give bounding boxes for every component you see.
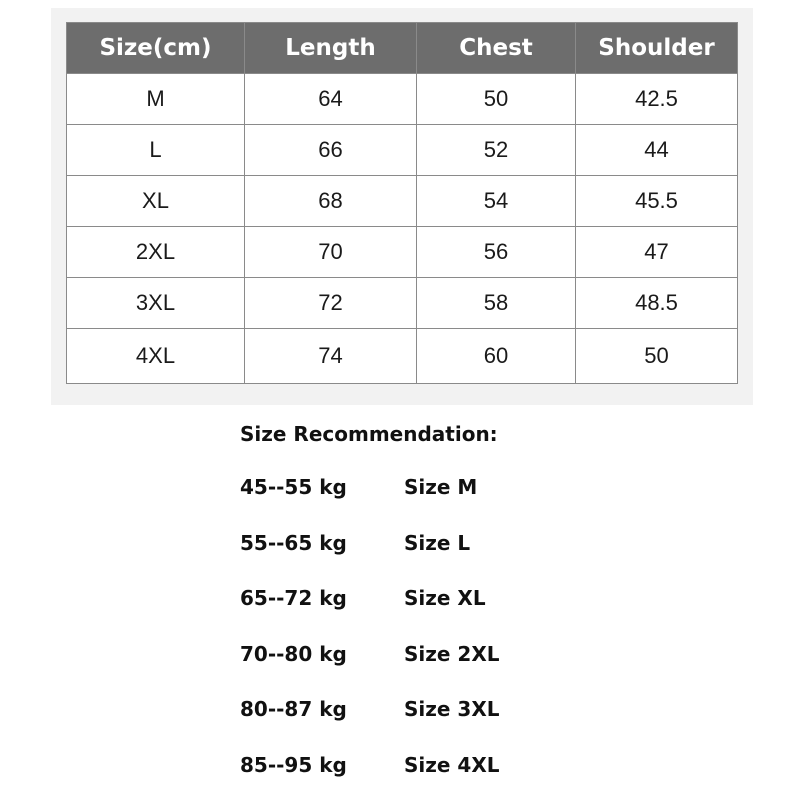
recommended-size: Size L [404, 531, 471, 555]
cell-shoulder: 50 [576, 329, 738, 384]
list-item [240, 694, 680, 724]
list-item [240, 750, 680, 780]
cell-shoulder: 42.5 [576, 74, 738, 125]
recommended-size: Size 3XL [404, 697, 500, 721]
cell-chest: 56 [417, 227, 576, 278]
recommendation-title: Size Recommendation: [240, 422, 498, 446]
cell-chest: 52 [417, 125, 576, 176]
size-chart-table [66, 22, 738, 384]
recommended-size: Size 2XL [404, 642, 500, 666]
list-item [240, 528, 680, 558]
weight-range: 80--87 kg [240, 697, 347, 721]
weight-range: 85--95 kg [240, 753, 347, 777]
cell-shoulder: 48.5 [576, 278, 738, 329]
table-header-row [67, 23, 738, 74]
cell-length: 64 [245, 74, 417, 125]
recommended-size: Size 4XL [404, 753, 500, 777]
cell-size: M [67, 74, 245, 125]
cell-chest: 60 [417, 329, 576, 384]
header-shoulder: Shoulder [576, 23, 738, 74]
cell-length: 66 [245, 125, 417, 176]
cell-size: 2XL [67, 227, 245, 278]
cell-size: 3XL [67, 278, 245, 329]
list-item [240, 583, 680, 613]
weight-range: 45--55 kg [240, 475, 347, 499]
cell-length: 70 [245, 227, 417, 278]
cell-shoulder: 47 [576, 227, 738, 278]
recommended-size: Size XL [404, 586, 486, 610]
table-row [67, 329, 738, 384]
table-row [67, 227, 738, 278]
cell-length: 68 [245, 176, 417, 227]
header-length: Length [245, 23, 417, 74]
cell-size: L [67, 125, 245, 176]
cell-chest: 58 [417, 278, 576, 329]
recommended-size: Size M [404, 475, 478, 499]
cell-size: 4XL [67, 329, 245, 384]
weight-range: 65--72 kg [240, 586, 347, 610]
size-recommendation [240, 420, 680, 777]
list-item [240, 639, 680, 669]
table-row [67, 74, 738, 125]
table-row [67, 176, 738, 227]
cell-chest: 50 [417, 74, 576, 125]
cell-shoulder: 45.5 [576, 176, 738, 227]
table-row [67, 125, 738, 176]
header-size: Size(cm) [67, 23, 245, 74]
cell-shoulder: 44 [576, 125, 738, 176]
weight-range: 70--80 kg [240, 642, 347, 666]
cell-chest: 54 [417, 176, 576, 227]
cell-length: 74 [245, 329, 417, 384]
list-item [240, 472, 680, 502]
cell-length: 72 [245, 278, 417, 329]
table-row [67, 278, 738, 329]
weight-range: 55--65 kg [240, 531, 347, 555]
header-chest: Chest [417, 23, 576, 74]
cell-size: XL [67, 176, 245, 227]
